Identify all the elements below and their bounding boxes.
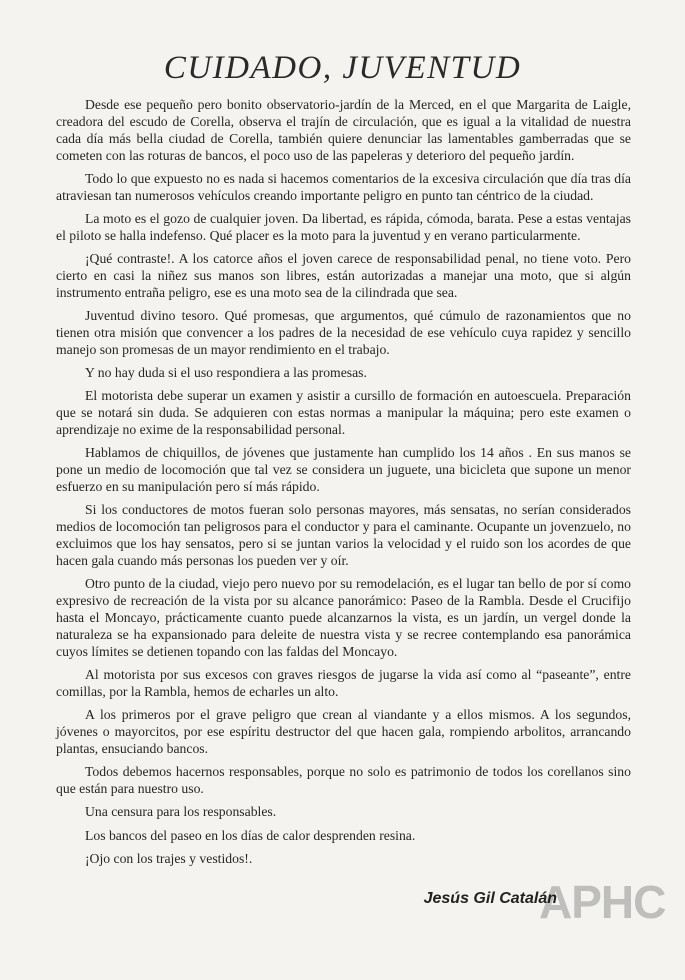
paragraph: Juventud divino tesoro. Qué promesas, que argumentos, qué cúmulo de razonamientos que no tienen otra misión que convencer a los padres de la necesidad de ese vehículo cuya rapidez y sencillo manejo son promesas de un mayor rendimiento en el trabajo. [56, 308, 631, 357]
watermark-logo: APHC [539, 876, 666, 928]
paragraph: Al motorista por sus excesos con graves riesgos de jugarse la vida así como al “paseante”, entre comillas, por la Rambla, hemos de echarles un alto. [56, 667, 631, 700]
paragraph: Los bancos del paseo en los días de calor desprenden resina. [85, 827, 416, 843]
paragraph: Todo lo que expuesto no es nada si hacemos comentarios de la excesiva circulación que día tras día atraviesan tan numerosos vehículos creando importante peligro en punto tan céntrico de la ciudad. [56, 170, 631, 203]
paragraph: La moto es el gozo de cualquier joven. Da libertad, es rápida, cómoda, barata. Pese a estas ventajas el piloto se halla indefenso. Qué placer es la moto para la juventud y en verano particularmente. [56, 211, 631, 243]
paragraph: El motorista debe superar un examen y asistir a cursillo de formación en autoescuela. Preparación que se notará sin duda. Se adquieren con estas normas a manipular la máquina; pero este examen o aprendizaje no exime de la responsabilidad personal. [56, 388, 631, 438]
paragraph: Desde ese pequeño pero bonito observatorio-jardín de la Merced, en el que Margarita de Laigle, creadora del escudo de Corella, observa el trajín de circulación, que es igual a la vitalidad de nuestra cada día más bella ciudad de Corella, también quiere denunciar las lamentables gamberradas que se cometen con las roturas de bancos, el poco uso de las papeleras y deterioro del pequeño jardín. [56, 97, 631, 163]
paragraph: A los primeros por el grave peligro que crean al viandante y a ellos mismos. A los segundos, jóvenes o mayorcitos, por ese espíritu destructor del que hacen gala, rompiendo arbolitos, arrancando plantas, ensuciando bancos. [56, 707, 631, 757]
paragraph: Hablamos de chiquillos, de jóvenes que justamente han cumplido los 14 años . En sus manos se pone un medio de locomoción que tal vez se considera un juguete, una bicicleta que supone un menor esfuerzo en su manipulación pero sí más rápido. [56, 445, 631, 495]
paragraph: ¡Qué contraste!. A los catorce años el joven carece de responsabilidad penal, no tiene voto. Pero cierto en casi la niñez sus manos son libres, están autorizadas a manejar una moto, que si algún instrumento entraña peligro, ese es una moto sea de la cilindrada que sea. [56, 251, 631, 300]
paragraph: Otro punto de la ciudad, viejo pero nuevo por su remodelación, es el lugar tan bello de por sí como expresivo de recreación de la vista por su alcance panorámico: Paseo de la Rambla. Desde el Crucifijo hasta el Moncayo, prácticamente cuanto puede alcanzarnos la vista, es un jardín, un vergel donde la naturaleza se ha expansionado para deleite de nuestra vista y se recree contemplando esa panorámica cuyos límites se detienen topando con las faldas del Moncayo. [56, 576, 631, 659]
paragraph: ¡Ojo con los trajes y vestidos!. [85, 850, 253, 866]
paragraph: Si los conductores de motos fueran solo personas mayores, más sensatas, no serían considerados medios de locomoción tan peligrosos para el conductor y para el caminante. Ocupante un jovenzuelo, no excluimos que los hay sensatos, pero si se juntan varios la velocidad y el ruido son los acordes de que hacen gala cuando más personas los pueden ver y oír. [56, 502, 631, 569]
author-signature: Jesús Gil Catalán [423, 890, 557, 907]
paragraph: Y no hay duda si el uso respondiera a las promesas. [85, 365, 367, 381]
paragraph: Una censura para los responsables. [85, 804, 277, 820]
article-body [56, 97, 631, 874]
article-title: CUIDADO, JUVENTUD [163, 50, 522, 86]
paragraph: Todos debemos hacernos responsables, porque no solo es patrimonio de todos los corellanos sino que están para nuestro uso. [56, 764, 631, 797]
